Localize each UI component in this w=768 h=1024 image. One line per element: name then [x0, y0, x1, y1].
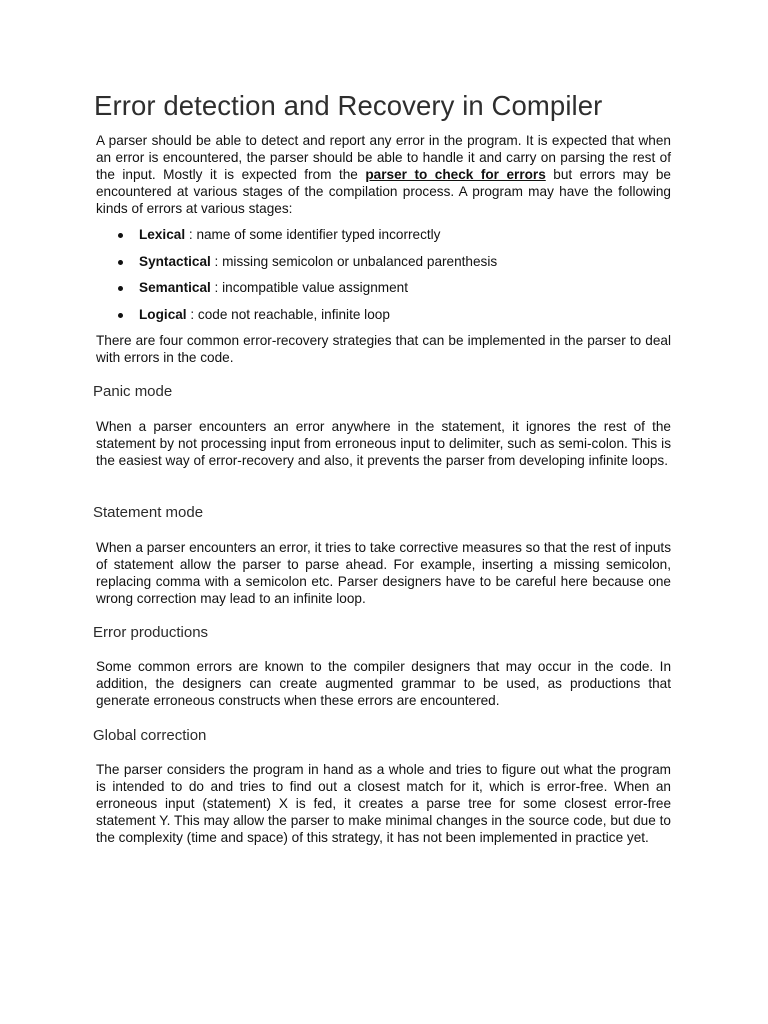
error-kind-description: : missing semicolon or unbalanced parenthesis — [210, 253, 498, 269]
error-kind-term: Lexical — [139, 227, 186, 242]
error-kind-description: : code not reachable, infinite loop — [186, 306, 390, 322]
section-body-error-productions: Some common errors are known to the compiler designers that may occur in the code. In addition, the designers can create augmented grammar to be used, as productions that generate erroneous constructs when these errors are encountered. — [96, 659, 671, 708]
list-item-logical — [96, 306, 671, 333]
section-heading-error-productions: Error productions — [93, 624, 209, 641]
parser-check-errors-link[interactable]: parser to check for errors — [365, 166, 546, 182]
intro-text-after-link: but errors may be encountered at various stages of the compilation process. A program may have the following kinds of errors at various stages: — [96, 166, 671, 216]
intro-paragraph — [96, 133, 671, 218]
intro-text-before-link: A parser should be able to detect and report any error in the program. It is expected that when an error is encountered, the parser should be able to handle it and carry on parsing the rest of the input. Mostly it is expected from the — [96, 133, 671, 182]
section-heading-global-correction: Global correction — [93, 727, 207, 744]
error-kind-term: Semantical — [139, 280, 211, 296]
section-heading-statement-mode: Statement mode — [93, 504, 204, 521]
strategies-intro-paragraph: There are four common error-recovery strategies that can be implemented in the parser to deal with errors in the code. — [96, 333, 671, 365]
bullet-icon — [118, 313, 123, 318]
error-kind-term: Logical — [139, 306, 187, 322]
section-body-panic-mode: When a parser encounters an error anywhere in the statement, it ignores the rest of the statement by not processing input from erroneous input to delimiter, such as semi-colon. This is the easiest way of error-recovery and also, it prevents the parser from developing infinite loops. — [96, 419, 671, 468]
list-item-semantical — [96, 279, 671, 306]
bullet-icon — [118, 233, 123, 238]
error-kind-description: : incompatible value assignment — [210, 280, 408, 296]
bullet-icon — [118, 286, 123, 291]
error-kind-term: Syntactical — [139, 253, 211, 269]
section-heading-panic-mode: Panic mode — [93, 383, 173, 400]
error-kinds-list — [96, 226, 671, 332]
section-body-statement-mode: When a parser encounters an error, it tries to take corrective measures so that the rest of inputs of statement allow the parser to parse ahead. For example, inserting a missing semicolon, replacing comma with a semicolon etc. Parser designers have to be careful here because one wrong correction may lead to an infinite loop. — [96, 540, 671, 606]
page-title: Error detection and Recovery in Compiler — [94, 90, 603, 121]
bullet-icon — [118, 260, 123, 265]
section-body-global-correction: The parser considers the program in hand as a whole and tries to figure out what the program is intended to do and tries to find out a closest match for it, which is error-free. When an erroneous input (statement) X is fed, it creates a parse tree for some closest error-free statement Y. This may allow the parser to make minimal changes in the source code, but due to the complexity (time and space) of this strategy, it has not been implemented in practice yet. — [96, 762, 671, 845]
list-item-lexical — [96, 226, 671, 253]
error-kind-description: : name of some identifier typed incorrectly — [185, 227, 441, 242]
list-item-syntactical — [96, 253, 671, 280]
